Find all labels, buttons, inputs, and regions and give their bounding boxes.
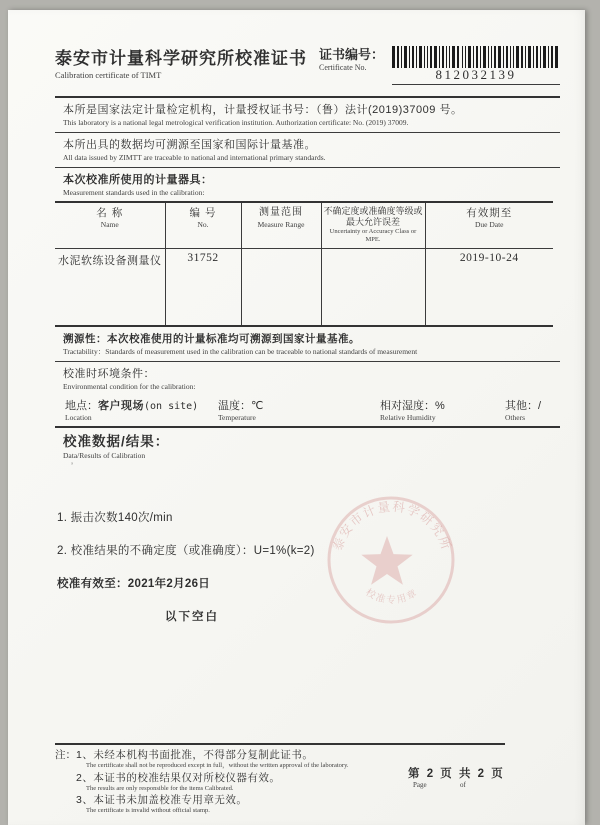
authorization-statement — [55, 98, 560, 132]
env-location-value: 客户现场 — [98, 400, 144, 412]
cell-measure-range — [241, 248, 321, 326]
page-title: 泰安市计量科学研究所校准证书 — [55, 49, 307, 68]
env-temperature-label: 温度： — [218, 400, 251, 412]
note-item — [76, 772, 349, 794]
notes-list — [76, 749, 349, 817]
results-heading-en: Data/Results of Calibration — [63, 451, 146, 460]
standards-table — [55, 201, 553, 327]
page-number-en — [408, 781, 505, 791]
result-item-1: 1. 振击次数140次/min — [57, 512, 173, 524]
page-title-en: Calibration certificate of TIMT — [55, 70, 162, 80]
cell-instrument-name: 水泥软练设备测量仪 — [58, 254, 162, 267]
col-due-cn: 有效期至 — [466, 207, 513, 219]
stamp-bottom-text: 校准专用章 — [363, 587, 421, 606]
column-header-range — [241, 202, 321, 248]
scan-mark: ’ — [71, 461, 73, 471]
environment-heading — [55, 362, 560, 392]
note-item — [76, 794, 349, 816]
svg-text:泰安市计量科学研究所 — [330, 499, 453, 553]
env-humidity-label: 相对湿度： — [380, 400, 435, 412]
environment-fields — [55, 396, 560, 426]
result-item-2: 2. 校准结果的不确定度（或准确度）：U=1%(k=2) — [57, 545, 315, 557]
page-label: Page — [413, 781, 427, 789]
standards-heading-cn: 本次校准所使用的计量器具： — [63, 174, 213, 186]
col-no-cn: 编 号 — [189, 207, 217, 219]
col-no-en: No. — [197, 220, 209, 229]
note-2-en: The results are only responsible for the items Calibrated. — [86, 784, 234, 792]
results-list — [55, 511, 560, 592]
stamp-arc-text: 泰安市计量科学研究所 — [330, 499, 454, 553]
certificate-page — [8, 10, 585, 825]
env-humidity-value: % — [435, 400, 445, 412]
svg-text:校准专用章 — [364, 586, 421, 606]
environment-heading-cn: 校准时环境条件： — [63, 368, 155, 380]
env-location-line — [65, 400, 198, 412]
page-number-block — [408, 765, 505, 791]
title-block — [55, 46, 307, 81]
certificate-number-label: 证书编号： — [318, 47, 384, 62]
traceable-statement — [55, 133, 560, 167]
of-label: of — [460, 781, 466, 789]
traceability-en: Tractability：Standards of measurement used in the calibration can be traceable to national standards of measurement — [63, 347, 418, 356]
certificate-number-labels — [319, 46, 384, 85]
env-others-value: / — [538, 400, 542, 412]
traceable-statement-en: All data issued by ZIMTT are traceable to national and international primary standards. — [63, 153, 326, 162]
official-stamp — [324, 493, 459, 628]
certificate-header — [55, 46, 560, 92]
env-humidity — [380, 396, 445, 422]
note-3-en: The certificate is invalid without official stamp. — [86, 807, 210, 814]
column-header-uncertainty — [321, 202, 425, 248]
note-2-cn: 2、本证书的校准结果仅对所校仪器有效。 — [76, 771, 281, 784]
certificate-number-label-en: Certificate No. — [318, 63, 367, 72]
valid-until-line: 校准有效至：2021年2月26日 — [57, 578, 211, 590]
certificate-number-value: 812032139 — [435, 67, 517, 82]
env-temperature-en: Temperature — [218, 413, 256, 422]
env-humidity-line — [380, 400, 445, 412]
notes-label: 注： — [55, 749, 76, 761]
cell-due-date: 2019-10-24 — [425, 248, 553, 326]
environment-heading-en: Environmental condition for the calibration: — [63, 382, 196, 391]
col-range-cn: 测量范围 — [259, 207, 303, 218]
note-3-cn: 3、本证书未加盖校准专用章无效。 — [76, 794, 248, 806]
stamp-star-icon — [361, 536, 412, 585]
env-temperature-line — [218, 400, 263, 412]
env-temperature-value: ℃ — [251, 400, 264, 412]
column-header-due — [425, 202, 553, 248]
col-name-en: Name — [100, 220, 119, 229]
env-temperature — [218, 396, 264, 422]
env-location-extra: (on site) — [144, 401, 199, 412]
table-header-row — [55, 202, 553, 248]
note-1-en: The certificate shall not be reproduced except in full，without the written approval of the laboratory. — [86, 762, 349, 769]
col-uncert-cn: 不确定度或准确度等级或最大允许误差 — [323, 206, 423, 227]
authorization-statement-cn: 本所是国家法定计量检定机构，计量授权证书号：（鲁）法计(2019)37009 号。 — [63, 104, 463, 116]
traceable-statement-cn: 本所出具的数据均可溯源至国家和国际计量基准。 — [63, 139, 316, 151]
page-number: 第 2 页 共 2 页 — [408, 768, 505, 780]
authorization-statement-en: This laboratory is a national legal metrological verification institution. Authorization certificate: No. (2019) 37009. — [63, 118, 409, 127]
note-1-cn: 1、未经本机构书面批准，不得部分复制此证书。 — [76, 749, 314, 761]
env-others-en: Others — [505, 413, 525, 422]
col-name-cn: 名 称 — [96, 207, 124, 219]
col-due-en: Due Date — [474, 220, 504, 229]
blank-below-note: 以下空白 — [165, 611, 219, 623]
env-location-en: Location — [65, 413, 92, 422]
results-heading — [55, 428, 560, 471]
cell-instrument-no: 31752 — [165, 248, 241, 326]
env-location — [65, 396, 199, 422]
column-header-name — [55, 202, 165, 248]
traceability-statement — [55, 327, 560, 361]
note-item — [76, 749, 349, 771]
env-others — [505, 396, 542, 422]
col-range-en: Measure Range — [257, 220, 305, 229]
standards-heading — [55, 168, 560, 198]
barcode-icon — [392, 46, 560, 68]
footer — [55, 743, 560, 817]
results-heading-cn: 校准数据/结果： — [63, 434, 170, 449]
env-humidity-en: Relative Humidity — [380, 413, 436, 422]
standards-heading-en: Measurement standards used in the calibration: — [63, 188, 205, 197]
traceability-cn: 溯源性：本次校准使用的计量标准均可溯源到国家计量基准。 — [63, 333, 360, 345]
env-location-label: 地点： — [65, 400, 98, 412]
cell-uncertainty — [321, 248, 425, 326]
certificate-number-block — [319, 46, 560, 85]
env-others-line — [505, 400, 541, 412]
column-header-no — [165, 202, 241, 248]
table-row — [55, 248, 553, 326]
barcode-block — [392, 46, 560, 85]
col-uncert-en: Uncertainty or Accuracy Class or MPE. — [329, 228, 417, 243]
env-others-label: 其他： — [505, 400, 538, 412]
